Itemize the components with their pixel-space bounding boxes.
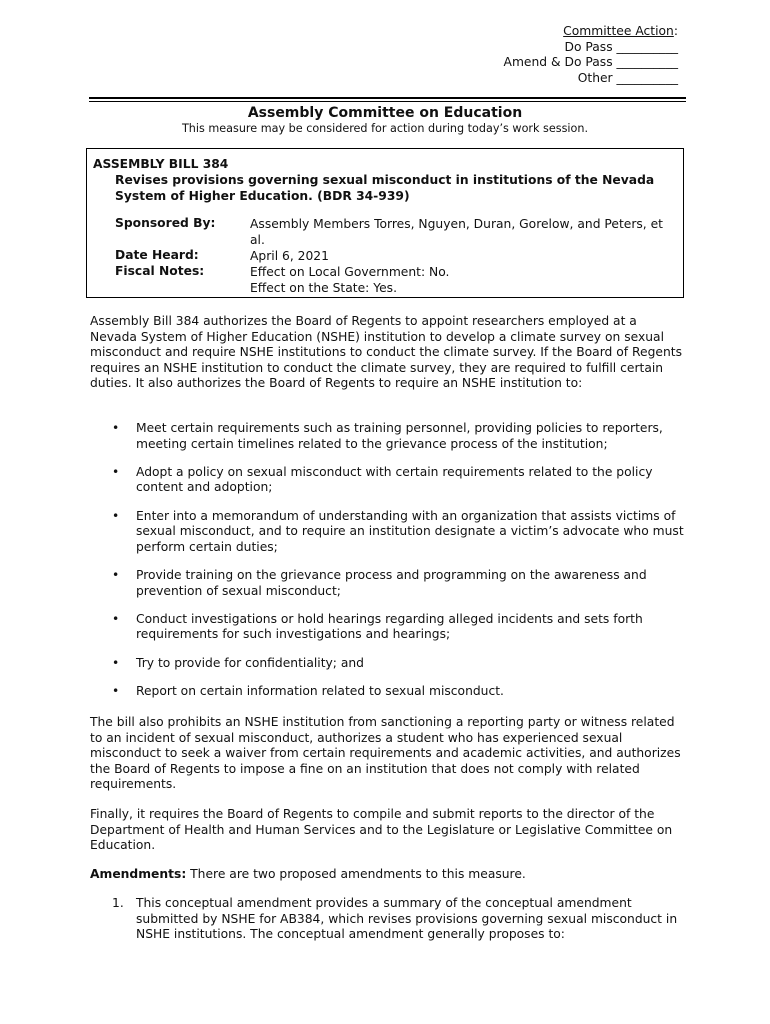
fiscal-note-local: Effect on Local Government: No. — [250, 265, 450, 279]
committee-title: Assembly Committee on Education — [247, 105, 523, 121]
date-heard-value: April 6, 2021 — [250, 249, 329, 263]
committee-action-colon: : — [673, 24, 678, 38]
amendment-item-1 — [90, 896, 686, 943]
list-item: • Enter into a memorandum of understanding with an organization that assists victims of sexual misconduct, and to require an institution designate a victim’s advocate who must perform certain duties; — [90, 509, 686, 556]
date-heard-label: Date Heard: — [115, 248, 199, 262]
amendment-item-text: This conceptual amendment provides a summary of the conceptual amendment submitted by NSHE for AB384, which revises provisions governing sexual misconduct in NSHE institutions. The conceptual amendment generally proposes to: — [136, 896, 678, 942]
bill-description: Revises provisions governing sexual misconduct in institutions of the Nevada System of Higher Education. (BDR 34-939) — [115, 173, 655, 203]
list-item: • Conduct investigations or hold hearings regarding alleged incidents and sets forth requirements for such investigations and hearings; — [90, 612, 686, 643]
list-item: • Adopt a policy on sexual misconduct with certain requirements related to the policy content and adoption; — [90, 465, 686, 496]
bill-number: ASSEMBLY BILL 384 — [93, 157, 229, 171]
header-rule-thin — [89, 101, 686, 102]
amendments-text: There are two proposed amendments to this measure. — [186, 867, 526, 881]
prohibitions-paragraph: The bill also prohibits an NSHE institution from sanctioning a reporting party or witness related to an incident of sexual misconduct, authorizes a student who has experienced sexual misconduct to seek a waiver from certain requirements and academic activities, and authorizes the Board of Regents to impose a fine on an institution that does not comply with related requirements. — [90, 715, 681, 792]
requirements-list — [90, 421, 686, 712]
list-item: • Meet certain requirements such as training personnel, providing policies to reporters, meeting certain timelines related to the grievance process of the institution; — [90, 421, 686, 452]
list-item: • Provide training on the grievance process and programming on the awareness and prevention of sexual misconduct; — [90, 568, 686, 599]
reports-paragraph: Finally, it requires the Board of Regents to compile and submit reports to the director of the Department of Health and Human Services and to the Legislature or Legislative Committee on Education. — [90, 807, 673, 853]
list-item: • Report on certain information related to sexual misconduct. — [90, 684, 686, 700]
intro-paragraph: Assembly Bill 384 authorizes the Board of Regents to appoint researchers employed at a Nevada System of Higher Education (NSHE) institution to develop a climate survey on sexual misconduct and require NSHE institutions to conduct the climate survey. If the Board of Regents requires an NSHE institution to conduct the climate survey, they are required to fulfill certain duties. It also authorizes the Board of Regents to require an NSHE institution to: — [90, 314, 682, 391]
header-rule-thick — [89, 97, 686, 99]
sponsored-by-label: Sponsored By: — [115, 216, 216, 230]
amendment-item-number: 1. — [112, 896, 124, 910]
fiscal-note-state: Effect on the State: Yes. — [250, 281, 397, 295]
committee-action-label: Committee Action — [563, 24, 674, 38]
amendments-paragraph — [90, 867, 686, 883]
other-line: Other __________ — [577, 70, 678, 85]
do-pass-line: Do Pass __________ — [564, 39, 678, 54]
work-session-note: This measure may be considered for action during today’s work session. — [181, 122, 589, 135]
list-item: • Try to provide for confidentiality; and — [90, 656, 686, 672]
committee-action-block — [504, 24, 678, 86]
amend-do-pass-line: Amend & Do Pass __________ — [503, 55, 678, 69]
bill-summary-box — [86, 148, 684, 298]
sponsored-by-value: Assembly Members Torres, Nguyen, Duran, Gorelow, and Peters, et al. — [250, 217, 664, 247]
fiscal-notes-label: Fiscal Notes: — [115, 264, 205, 278]
amendments-label: Amendments: — [90, 867, 187, 881]
